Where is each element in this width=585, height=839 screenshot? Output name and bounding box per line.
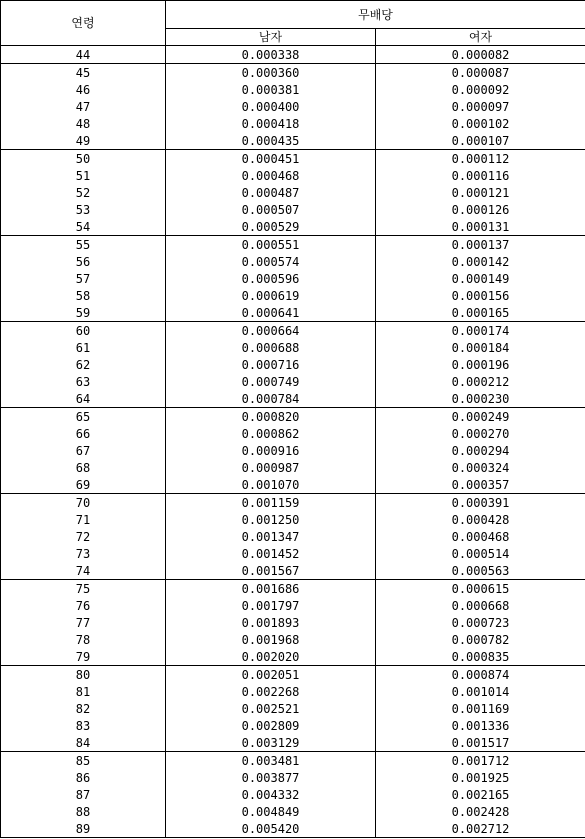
female-rate-cell: 0.002712 — [376, 820, 585, 838]
table-row — [1, 356, 585, 373]
male-rate-cell: 0.002268 — [166, 683, 376, 700]
female-header: 여자 — [376, 29, 585, 46]
female-rate-cell: 0.000116 — [376, 167, 585, 184]
female-rate-cell: 0.000121 — [376, 184, 585, 201]
age-cell: 44 — [1, 46, 166, 64]
table-row — [1, 597, 585, 614]
age-cell: 79 — [1, 648, 166, 666]
female-rate-cell: 0.000102 — [376, 115, 585, 132]
table-row — [1, 648, 585, 666]
age-cell: 55 — [1, 236, 166, 254]
female-rate-cell: 0.000391 — [376, 494, 585, 512]
table-row — [1, 64, 585, 82]
age-cell: 66 — [1, 425, 166, 442]
table-row — [1, 700, 585, 717]
table-row — [1, 459, 585, 476]
age-cell: 84 — [1, 734, 166, 752]
male-header: 남자 — [166, 29, 376, 46]
male-rate-cell: 0.005420 — [166, 820, 376, 838]
male-rate-cell: 0.000664 — [166, 322, 376, 340]
male-rate-cell: 0.000529 — [166, 218, 376, 236]
male-rate-cell: 0.000400 — [166, 98, 376, 115]
female-rate-cell: 0.001517 — [376, 734, 585, 752]
male-rate-cell: 0.000338 — [166, 46, 376, 64]
male-rate-cell: 0.000641 — [166, 304, 376, 322]
male-rate-cell: 0.000418 — [166, 115, 376, 132]
female-rate-cell: 0.000668 — [376, 597, 585, 614]
age-cell: 45 — [1, 64, 166, 82]
male-rate-cell: 0.003129 — [166, 734, 376, 752]
age-header: 연령 — [1, 1, 166, 46]
table-row — [1, 253, 585, 270]
age-cell: 57 — [1, 270, 166, 287]
age-cell: 72 — [1, 528, 166, 545]
male-rate-cell: 0.001686 — [166, 580, 376, 598]
age-cell: 46 — [1, 81, 166, 98]
female-rate-cell: 0.000324 — [376, 459, 585, 476]
table-row — [1, 132, 585, 150]
male-rate-cell: 0.004849 — [166, 803, 376, 820]
table-row — [1, 167, 585, 184]
table-row — [1, 666, 585, 684]
female-rate-cell: 0.002165 — [376, 786, 585, 803]
male-rate-cell: 0.004332 — [166, 786, 376, 803]
age-cell: 88 — [1, 803, 166, 820]
age-cell: 54 — [1, 218, 166, 236]
table-row — [1, 476, 585, 494]
male-rate-cell: 0.002809 — [166, 717, 376, 734]
table-row — [1, 408, 585, 426]
female-rate-cell: 0.000835 — [376, 648, 585, 666]
table-row — [1, 425, 585, 442]
male-rate-cell: 0.000820 — [166, 408, 376, 426]
group-header: 무배당 — [166, 1, 585, 29]
table-row — [1, 304, 585, 322]
age-cell: 51 — [1, 167, 166, 184]
table-row — [1, 201, 585, 218]
age-cell: 48 — [1, 115, 166, 132]
male-rate-cell: 0.000916 — [166, 442, 376, 459]
table-row — [1, 614, 585, 631]
male-rate-cell: 0.001159 — [166, 494, 376, 512]
table-row — [1, 236, 585, 254]
table-row — [1, 46, 585, 64]
male-rate-cell: 0.001968 — [166, 631, 376, 648]
age-cell: 80 — [1, 666, 166, 684]
age-cell: 56 — [1, 253, 166, 270]
age-cell: 78 — [1, 631, 166, 648]
age-cell: 49 — [1, 132, 166, 150]
female-rate-cell: 0.000131 — [376, 218, 585, 236]
table-row — [1, 683, 585, 700]
female-rate-cell: 0.000082 — [376, 46, 585, 64]
female-rate-cell: 0.000174 — [376, 322, 585, 340]
female-rate-cell: 0.000149 — [376, 270, 585, 287]
female-rate-cell: 0.000294 — [376, 442, 585, 459]
female-rate-cell: 0.001712 — [376, 752, 585, 770]
age-cell: 63 — [1, 373, 166, 390]
male-rate-cell: 0.000451 — [166, 150, 376, 168]
age-cell: 52 — [1, 184, 166, 201]
female-rate-cell: 0.000230 — [376, 390, 585, 408]
female-rate-cell: 0.000615 — [376, 580, 585, 598]
age-cell: 83 — [1, 717, 166, 734]
female-rate-cell: 0.000249 — [376, 408, 585, 426]
male-rate-cell: 0.002051 — [166, 666, 376, 684]
female-rate-cell: 0.000357 — [376, 476, 585, 494]
female-rate-cell: 0.001925 — [376, 769, 585, 786]
age-cell: 47 — [1, 98, 166, 115]
female-rate-cell: 0.000468 — [376, 528, 585, 545]
female-rate-cell: 0.000196 — [376, 356, 585, 373]
table-row — [1, 115, 585, 132]
female-rate-cell: 0.000184 — [376, 339, 585, 356]
male-rate-cell: 0.000574 — [166, 253, 376, 270]
age-cell: 89 — [1, 820, 166, 838]
female-rate-cell: 0.000087 — [376, 64, 585, 82]
male-rate-cell: 0.000487 — [166, 184, 376, 201]
female-rate-cell: 0.000428 — [376, 511, 585, 528]
age-cell: 58 — [1, 287, 166, 304]
male-rate-cell: 0.002521 — [166, 700, 376, 717]
table-row — [1, 150, 585, 168]
age-cell: 62 — [1, 356, 166, 373]
male-rate-cell: 0.001567 — [166, 562, 376, 580]
age-cell: 69 — [1, 476, 166, 494]
female-rate-cell: 0.000112 — [376, 150, 585, 168]
age-cell: 68 — [1, 459, 166, 476]
male-rate-cell: 0.000468 — [166, 167, 376, 184]
male-rate-cell: 0.001893 — [166, 614, 376, 631]
age-cell: 86 — [1, 769, 166, 786]
female-rate-cell: 0.000142 — [376, 253, 585, 270]
male-rate-cell: 0.001797 — [166, 597, 376, 614]
female-rate-cell: 0.000092 — [376, 81, 585, 98]
male-rate-cell: 0.000619 — [166, 287, 376, 304]
table-row — [1, 786, 585, 803]
table-row — [1, 81, 585, 98]
male-rate-cell: 0.001347 — [166, 528, 376, 545]
age-cell: 87 — [1, 786, 166, 803]
female-rate-cell: 0.001169 — [376, 700, 585, 717]
male-rate-cell: 0.000381 — [166, 81, 376, 98]
table-row — [1, 734, 585, 752]
table-row — [1, 511, 585, 528]
male-rate-cell: 0.003481 — [166, 752, 376, 770]
table-row — [1, 270, 585, 287]
table-row — [1, 322, 585, 340]
table-body — [1, 46, 585, 838]
male-rate-cell: 0.000784 — [166, 390, 376, 408]
age-cell: 65 — [1, 408, 166, 426]
male-rate-cell: 0.000987 — [166, 459, 376, 476]
age-cell: 76 — [1, 597, 166, 614]
female-rate-cell: 0.001014 — [376, 683, 585, 700]
table-row — [1, 98, 585, 115]
age-cell: 73 — [1, 545, 166, 562]
female-rate-cell: 0.000126 — [376, 201, 585, 218]
female-rate-cell: 0.000107 — [376, 132, 585, 150]
age-cell: 74 — [1, 562, 166, 580]
female-rate-cell: 0.000874 — [376, 666, 585, 684]
table-row — [1, 545, 585, 562]
male-rate-cell: 0.000435 — [166, 132, 376, 150]
female-rate-cell: 0.000212 — [376, 373, 585, 390]
table-row — [1, 717, 585, 734]
male-rate-cell: 0.001452 — [166, 545, 376, 562]
female-rate-cell: 0.000782 — [376, 631, 585, 648]
table-row — [1, 287, 585, 304]
table-row — [1, 769, 585, 786]
table-row — [1, 820, 585, 838]
female-rate-cell: 0.000137 — [376, 236, 585, 254]
table-row — [1, 528, 585, 545]
table-row — [1, 580, 585, 598]
male-rate-cell: 0.000596 — [166, 270, 376, 287]
female-rate-cell: 0.000563 — [376, 562, 585, 580]
female-rate-cell: 0.000097 — [376, 98, 585, 115]
table-row — [1, 339, 585, 356]
table-row — [1, 442, 585, 459]
table-row — [1, 218, 585, 236]
age-cell: 53 — [1, 201, 166, 218]
male-rate-cell: 0.000551 — [166, 236, 376, 254]
male-rate-cell: 0.001250 — [166, 511, 376, 528]
table-row — [1, 184, 585, 201]
male-rate-cell: 0.000749 — [166, 373, 376, 390]
male-rate-cell: 0.000360 — [166, 64, 376, 82]
age-cell: 67 — [1, 442, 166, 459]
female-rate-cell: 0.000270 — [376, 425, 585, 442]
age-cell: 61 — [1, 339, 166, 356]
male-rate-cell: 0.000716 — [166, 356, 376, 373]
male-rate-cell: 0.003877 — [166, 769, 376, 786]
table-row — [1, 494, 585, 512]
female-rate-cell: 0.000165 — [376, 304, 585, 322]
table-row — [1, 803, 585, 820]
male-rate-cell: 0.002020 — [166, 648, 376, 666]
table-row — [1, 752, 585, 770]
age-cell: 64 — [1, 390, 166, 408]
age-cell: 50 — [1, 150, 166, 168]
male-rate-cell: 0.000688 — [166, 339, 376, 356]
age-cell: 77 — [1, 614, 166, 631]
female-rate-cell: 0.000156 — [376, 287, 585, 304]
male-rate-cell: 0.001070 — [166, 476, 376, 494]
male-rate-cell: 0.000862 — [166, 425, 376, 442]
table-row — [1, 562, 585, 580]
age-cell: 71 — [1, 511, 166, 528]
age-cell: 81 — [1, 683, 166, 700]
table-row — [1, 631, 585, 648]
female-rate-cell: 0.001336 — [376, 717, 585, 734]
age-cell: 60 — [1, 322, 166, 340]
table-row — [1, 373, 585, 390]
male-rate-cell: 0.000507 — [166, 201, 376, 218]
age-cell: 59 — [1, 304, 166, 322]
female-rate-cell: 0.000514 — [376, 545, 585, 562]
age-cell: 75 — [1, 580, 166, 598]
female-rate-cell: 0.000723 — [376, 614, 585, 631]
age-cell: 82 — [1, 700, 166, 717]
age-cell: 85 — [1, 752, 166, 770]
table-row — [1, 390, 585, 408]
age-cell: 70 — [1, 494, 166, 512]
female-rate-cell: 0.002428 — [376, 803, 585, 820]
